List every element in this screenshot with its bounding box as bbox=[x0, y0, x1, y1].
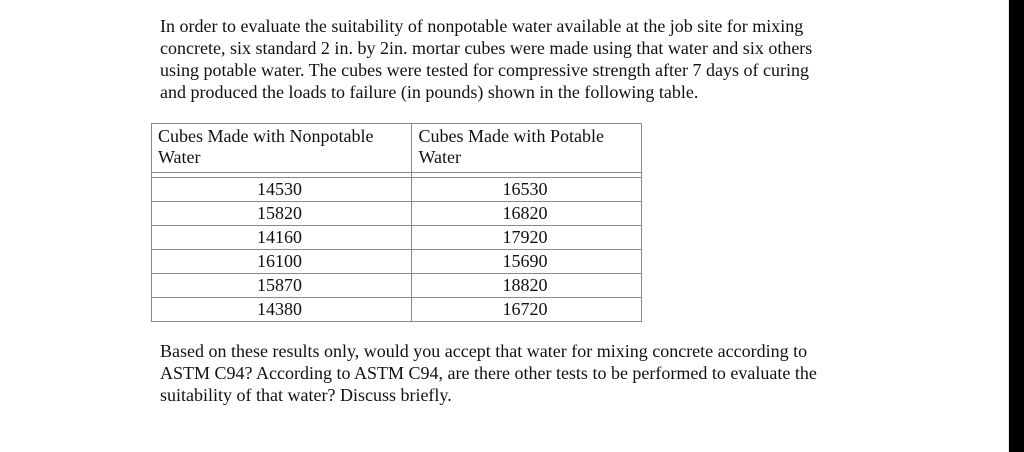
potable-load: 16720 bbox=[412, 298, 642, 322]
potable-load: 15690 bbox=[412, 250, 642, 274]
intro-line: concrete, six standard 2 in. by 2in. mortar cubes were made using that water and six others bbox=[160, 38, 813, 58]
table-row bbox=[152, 178, 642, 202]
question-paragraph bbox=[160, 340, 817, 406]
table-row bbox=[152, 250, 642, 274]
header-potable: Cubes Made with Potable Water bbox=[412, 124, 642, 173]
intro-line: using potable water. The cubes were tested for compressive strength after 7 days of curing bbox=[160, 60, 809, 80]
potable-load: 16530 bbox=[412, 178, 642, 202]
nonpotable-load: 16100 bbox=[152, 250, 412, 274]
question-line: suitability of that water? Discuss briefly. bbox=[160, 385, 452, 405]
header-nonpotable: Cubes Made with Nonpotable Water bbox=[152, 124, 412, 173]
potable-load: 17920 bbox=[412, 226, 642, 250]
potable-load: 18820 bbox=[412, 274, 642, 298]
potable-load: 16820 bbox=[412, 202, 642, 226]
nonpotable-load: 15870 bbox=[152, 274, 412, 298]
table-row bbox=[152, 274, 642, 298]
table-row bbox=[152, 298, 642, 322]
intro-line: and produced the loads to failure (in pounds) shown in the following table. bbox=[160, 82, 699, 102]
intro-line: In order to evaluate the suitability of nonpotable water available at the job site for mixing bbox=[160, 16, 804, 36]
table-row bbox=[152, 226, 642, 250]
table-row bbox=[152, 202, 642, 226]
intro-paragraph bbox=[160, 15, 812, 103]
nonpotable-load: 15820 bbox=[152, 202, 412, 226]
load-results-table bbox=[151, 123, 642, 322]
table-header-row bbox=[152, 124, 642, 173]
nonpotable-load: 14380 bbox=[152, 298, 412, 322]
question-line: ASTM C94? According to ASTM C94, are there other tests to be performed to evaluate the bbox=[160, 363, 817, 383]
question-line: Based on these results only, would you accept that water for mixing concrete according to bbox=[160, 341, 808, 361]
nonpotable-load: 14160 bbox=[152, 226, 412, 250]
nonpotable-load: 14530 bbox=[152, 178, 412, 202]
